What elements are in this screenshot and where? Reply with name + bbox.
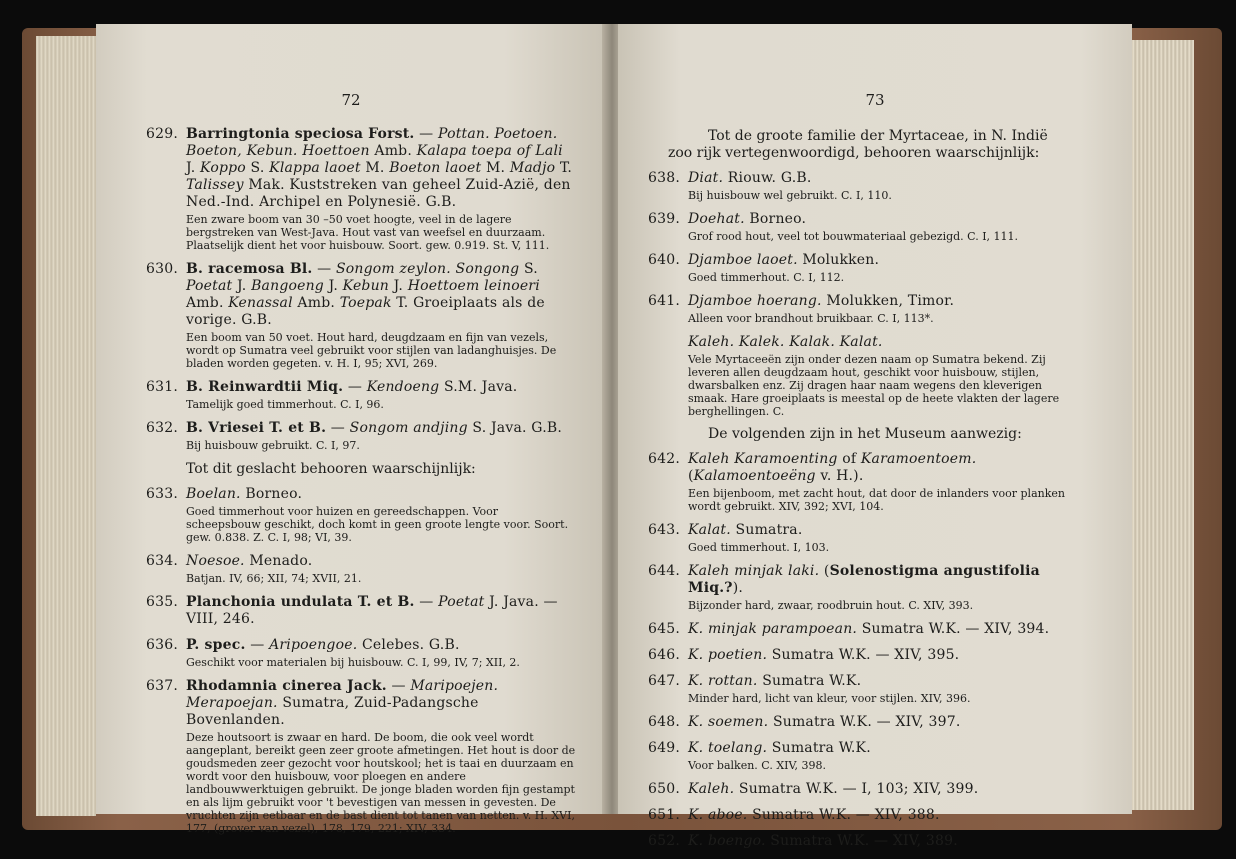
entry-note: Alleen voor brandhout bruikbaar. C. I, 113*. — [688, 312, 934, 325]
entry-note: Grof rood hout, veel tot bouwmateriaal gebezigd. C. I, 111. — [688, 230, 1019, 243]
local-name: Toepak — [339, 295, 392, 311]
entry-649 — [648, 740, 1068, 772]
local-name: Bangoeng — [251, 278, 324, 294]
entry-number: 642. — [648, 451, 680, 467]
entry-number: 649. — [648, 740, 680, 756]
text: Borneo. — [240, 486, 303, 502]
local-name: K. rottan. — [688, 673, 758, 689]
species-name: Rhodamnia cinerea Jack. — [186, 678, 387, 694]
local-name: Karamoentoem. — [860, 451, 977, 467]
section-intro: Tot de groote familie der Myrtaceae, in N. Indië zoo rijk vertegenwoordigd, behooren waarschijnlijk: — [668, 128, 1048, 161]
entry-number: 645. — [648, 621, 680, 637]
entry-note: Een boom van 50 voet. Hout hard, deugdzaam en fijn van vezels, wordt op Sumatra veel gebruikt voor stijlen van ladanghuisjes. De bladen worden gegeten. v. H. I, 95; XVI, 269. — [186, 331, 557, 370]
entry-note: Een zware boom van 30 –50 voet hoogte, veel in de lagere bergstreken van West-Java. Hout vast van weefsel en duurzaam. Plaatselijk dient het voor huisbouw. Soort. gew. 0.919. St. V, 111. — [186, 213, 550, 252]
entry-note: Deze houtsoort is zwaar en hard. De boom, die ook veel wordt aangeplant, bereikt geen zeer groote afmetingen. Het hout is door de goudsmeden zeer gezocht voor houtskool; het is taai en duurzaam en wordt voor den huisbouw, voor ploegen en andere landbouwwerktuigen gebruikt. De jonge bladen worden fijn gestampt en als lijm gebruikt voor 't bevestigen van messen in gevesten. De vruchten zijn eetbaar en de bast dient tot tanen van netten. v. H. XVI, 177, (grover van vezel), 178, 179, 221; XIV, 334. — [186, 731, 576, 835]
local-name: K. soemen. — [688, 714, 769, 730]
text: T. — [555, 160, 573, 176]
right-column — [648, 126, 1068, 859]
right-page — [618, 24, 1132, 849]
left-column — [146, 126, 576, 844]
entry-633 — [146, 486, 576, 544]
text: S. — [245, 160, 270, 176]
local-name: Maripoejen. Merapoejan. — [186, 678, 499, 711]
species-name: B. Vriesei T. et B. — [186, 420, 327, 436]
text: M. — [481, 160, 510, 176]
local-name: Kebun — [342, 278, 390, 294]
local-name: Klappa laoet — [269, 160, 361, 176]
text: ). — [732, 580, 743, 596]
entry-note: Geschikt voor materialen bij huisbouw. C. I, 99, IV, 7; XII, 2. — [186, 656, 520, 669]
local-name: K. minjak parampoean. — [688, 621, 858, 637]
entry-number: 652. — [648, 833, 680, 849]
text: J. — [323, 278, 343, 294]
entry-640 — [648, 252, 1068, 284]
entry-641 — [648, 293, 1068, 325]
local-name: Djamboe laoet. — [688, 252, 798, 268]
local-name: K. toelang. — [688, 740, 768, 756]
text: of — [837, 451, 861, 467]
text: Mak. Kuststreken van geheel Zuid-Azië, den Ned.-Ind. Archipel en Polynesië. G.B. — [186, 177, 571, 210]
local-name: Kaleh. — [688, 781, 735, 797]
entry-number: 635. — [146, 594, 178, 610]
text: Amb. — [292, 295, 340, 311]
text: Sumatra W.K. — XIV, 394. — [857, 621, 1050, 637]
entry-647 — [648, 673, 1068, 705]
local-name: K. aboe. — [688, 807, 748, 823]
text: — — [386, 678, 411, 694]
local-name: Doehat. — [688, 211, 745, 227]
text: S.M. Java. — [439, 379, 518, 395]
entry-number: 631. — [146, 379, 178, 395]
entry-note: Batjan. IV, 66; XII, 74; XVII, 21. — [186, 572, 362, 585]
local-name: Djamboe hoerang. — [688, 293, 822, 309]
local-name: Poetat — [186, 278, 233, 294]
text: — — [343, 379, 367, 395]
entry-number: 629. — [146, 126, 178, 142]
local-name: Kalat. — [688, 522, 731, 538]
local-name: Kaleh Karamoenting — [688, 451, 838, 467]
text: J. — [232, 278, 252, 294]
text: Sumatra W.K. — I, 103; XIV, 399. — [734, 781, 979, 797]
entry-number: 639. — [648, 211, 680, 227]
kaleh-group — [688, 334, 1068, 418]
entry-644 — [648, 563, 1068, 612]
text: Sumatra W.K. — [757, 673, 862, 689]
species-name: B. racemosa Bl. — [186, 261, 313, 277]
entry-number: 641. — [648, 293, 680, 309]
entry-note: Goed timmerhout voor huizen en gereedschappen. Voor scheepsbouw geschikt, doch komt in geen groote lengte voor. Soort. gew. 0.838. Z. C. I, 98; VI, 39. — [186, 505, 569, 544]
entry-note: Tamelijk goed timmerhout. C. I, 96. — [186, 398, 384, 411]
entry-638 — [648, 170, 1068, 202]
entry-note: Bijzonder hard, zwaar, roodbruin hout. C. XIV, 393. — [688, 599, 974, 612]
local-name: Songom zeylon. Songong — [335, 261, 520, 277]
local-name: Kendoeng — [366, 379, 440, 395]
text: Sumatra W.K. — XIV, 388. — [747, 807, 940, 823]
local-name: Songom andjing — [349, 420, 468, 436]
entry-number: 646. — [648, 647, 680, 663]
text: J. Java. — VIII, 246. — [186, 594, 558, 627]
text: T. Groeiplaats als de vorige. G.B. — [186, 295, 545, 328]
entry-number: 650. — [648, 781, 680, 797]
page-number: 72 — [341, 91, 361, 109]
entry-number: 640. — [648, 252, 680, 268]
text: v. H.). — [815, 468, 864, 484]
local-name: Kenassal — [228, 295, 293, 311]
local-name: Boeton laoet — [389, 160, 482, 176]
text: J. — [389, 278, 408, 294]
species-name: P. spec. — [186, 637, 246, 653]
entry-number: 633. — [146, 486, 178, 502]
text: Molukken. — [797, 252, 880, 268]
species-name: Planchonia undulata T. et B. — [186, 594, 415, 610]
entry-note: Bij huisbouw wel gebruikt. C. I, 110. — [688, 189, 892, 202]
entry-number: 636. — [146, 637, 178, 653]
local-name: K. poetien. — [688, 647, 768, 663]
local-name: Pottan. Poetoen. Boeton, Kebun. Hoettoen — [186, 126, 558, 159]
local-name: Madjo — [509, 160, 556, 176]
local-name: Noesoe. — [186, 553, 245, 569]
text: Celebes. G.B. — [357, 637, 460, 653]
entry-648 — [648, 714, 1068, 731]
text: — — [414, 594, 439, 610]
entry-631 — [146, 379, 576, 411]
text: Menado. — [244, 553, 313, 569]
text: M. — [360, 160, 390, 176]
local-name: Talissey — [186, 177, 244, 193]
entry-number: 637. — [146, 678, 178, 694]
group-heading: Kaleh. Kalek. Kalak. Kalat. — [688, 334, 883, 350]
text: J. — [186, 160, 201, 176]
text: — — [326, 420, 350, 436]
entry-635 — [146, 594, 576, 628]
local-name: Hoettoem leinoeri — [407, 278, 540, 294]
entry-643 — [648, 522, 1068, 554]
entry-note: Goed timmerhout. I, 103. — [688, 541, 830, 554]
species-name: Barringtonia speciosa Forst. — [186, 126, 415, 142]
museum-intro: De volgenden zijn in het Museum aanwezig: — [708, 426, 1022, 442]
text: ( — [819, 563, 830, 579]
entry-number: 630. — [146, 261, 178, 277]
entry-note: Een bijenboom, met zacht hout, dat door de inlanders voor planken wordt gebruikt. XIV, 392; XVI, 104. — [688, 487, 1065, 513]
entry-634 — [146, 553, 576, 585]
local-name: Kalapa toepa of Lali — [416, 143, 563, 159]
left-page — [96, 24, 606, 835]
entry-650 — [648, 781, 1068, 798]
text: Riouw. G.B. — [723, 170, 812, 186]
text: Sumatra W.K. — XIV, 389. — [765, 833, 958, 849]
entry-630 — [146, 261, 576, 370]
page-number: 73 — [865, 91, 885, 109]
section-intro: Tot dit geslacht behooren waarschijnlijk: — [186, 461, 476, 477]
local-name: Diat. — [688, 170, 724, 186]
entry-646 — [648, 647, 1068, 664]
local-name: Aripoengoe. — [269, 637, 358, 653]
entry-number: 643. — [648, 522, 680, 538]
local-name: Boelan. — [186, 486, 241, 502]
text: Sumatra, Zuid-Padangsche Bovenlanden. — [186, 695, 479, 728]
entry-number: 648. — [648, 714, 680, 730]
entry-number: 632. — [146, 420, 178, 436]
species-name: B. Reinwardtii Miq. — [186, 379, 344, 395]
text: S. Java. G.B. — [467, 420, 562, 436]
entry-note: Voor balken. C. XIV, 398. — [688, 759, 827, 772]
local-name: Poetat — [438, 594, 485, 610]
text: Sumatra W.K. — [767, 740, 871, 756]
entry-645 — [648, 621, 1068, 638]
text: — — [312, 261, 336, 277]
page-edges-right — [1132, 40, 1194, 810]
text: Amb. — [186, 295, 229, 311]
entry-632 — [146, 420, 576, 452]
local-name: K. boengo. — [688, 833, 766, 849]
entry-note: Bij huisbouw gebruikt. C. I, 97. — [186, 439, 360, 452]
group-note: Vele Myrtaceeën zijn onder dezen naam op Sumatra bekend. Zij leveren allen deugdzaam hout, geschikt voor huisbouw, stijlen, dwarsbalken enz. Zij dragen haar naam wegens den kleverigen smaak. Hare groeiplaats is meestal op de heete vlakten der lagere berghellingen. C. — [688, 353, 1060, 418]
local-name: Kaleh minjak laki. — [688, 563, 820, 579]
text: Sumatra W.K. — XIV, 397. — [768, 714, 961, 730]
text: S. — [519, 261, 538, 277]
text: Molukken, Timor. — [821, 293, 955, 309]
page-edges-left — [36, 36, 96, 816]
entry-629 — [146, 126, 576, 252]
text: Borneo. — [744, 211, 807, 227]
entry-637 — [146, 678, 576, 835]
text: Sumatra W.K. — XIV, 395. — [767, 647, 960, 663]
text: Amb. — [369, 143, 417, 159]
entry-number: 634. — [146, 553, 178, 569]
text: ( — [688, 468, 694, 484]
entry-652 — [648, 833, 1068, 850]
species-name: Solenostigma angustifolia Miq.? — [688, 563, 1040, 596]
local-name: Kalamoentoeëng — [693, 468, 816, 484]
entry-number: 647. — [648, 673, 680, 689]
text: — — [245, 637, 270, 653]
entry-number: 644. — [648, 563, 680, 579]
entry-642 — [648, 451, 1068, 513]
text: — — [414, 126, 439, 142]
entry-number: 638. — [648, 170, 680, 186]
entry-number: 651. — [648, 807, 680, 823]
entry-note: Minder hard, licht van kleur, voor stijlen. XIV, 396. — [688, 692, 971, 705]
local-name: Koppo — [200, 160, 246, 176]
text: Sumatra. — [730, 522, 803, 538]
entry-639 — [648, 211, 1068, 243]
entry-note: Goed timmerhout. C. I, 112. — [688, 271, 845, 284]
entry-651 — [648, 807, 1068, 824]
entry-636 — [146, 637, 576, 669]
